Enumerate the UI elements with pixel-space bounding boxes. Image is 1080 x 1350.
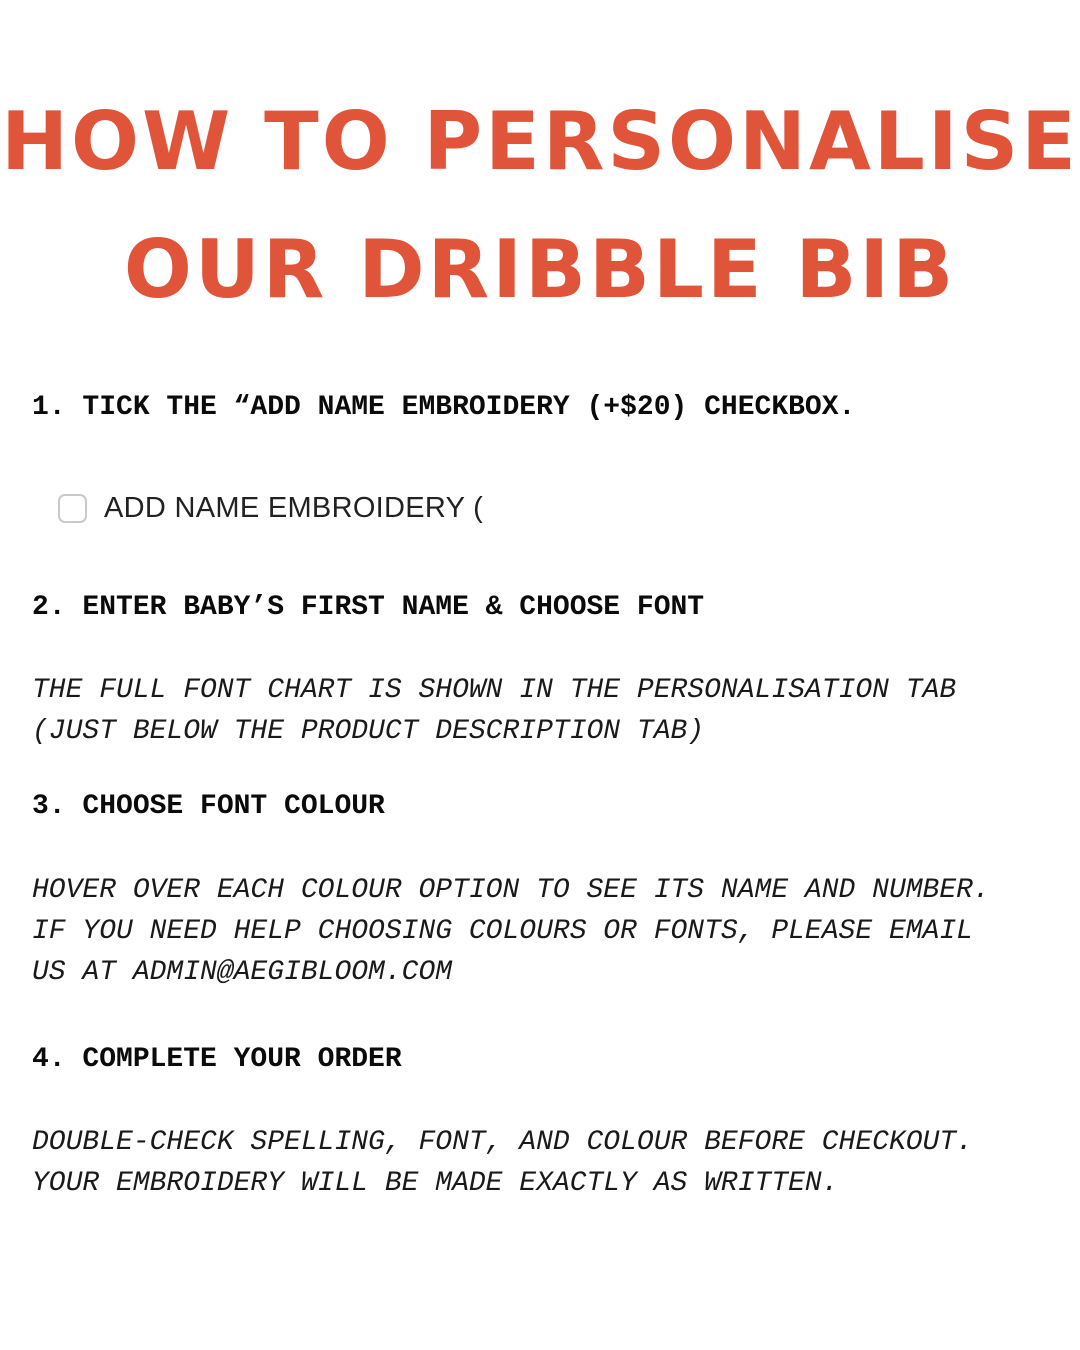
step-3-note-line-2: IF YOU NEED HELP CHOOSING COLOURS OR FONTS, PLEASE EMAIL [32, 916, 973, 947]
page-title-line-2: OUR DRIBBLE BIB [123, 223, 957, 316]
checkbox-icon[interactable] [58, 494, 87, 523]
step-3-note [32, 870, 990, 993]
step-2-note-line-1: THE FULL FONT CHART IS SHOWN IN THE PERSONALISATION TAB [32, 675, 957, 706]
step-4-heading: 4. COMPLETE YOUR ORDER [32, 1044, 402, 1075]
page-title-line-1: HOW TO PERSONALISE [1, 95, 1079, 188]
add-name-embroidery-checkbox[interactable] [58, 486, 494, 530]
step-2-note [32, 670, 956, 752]
step-4-note-line-2: YOUR EMBROIDERY WILL BE MADE EXACTLY AS WRITTEN. [32, 1168, 839, 1199]
page-title [0, 78, 1080, 334]
step-3-heading: 3. CHOOSE FONT COLOUR [32, 791, 385, 822]
step-1-heading: 1. TICK THE “ADD NAME EMBROIDERY (+$20) CHECKBOX. [32, 392, 856, 423]
step-2-heading: 2. ENTER BABY’S FIRST NAME & CHOOSE FONT [32, 592, 705, 623]
step-2-note-line-2: (JUST BELOW THE PRODUCT DESCRIPTION TAB) [32, 716, 705, 747]
step-3-note-line-1: HOVER OVER EACH COLOUR OPTION TO SEE ITS NAME AND NUMBER. [32, 875, 990, 906]
step-4-note [32, 1122, 973, 1204]
step-4-note-line-1: DOUBLE-CHECK SPELLING, FONT, AND COLOUR BEFORE CHECKOUT. [32, 1127, 973, 1158]
step-3-note-line-3: US AT ADMIN@AEGIBLOOM.COM [32, 957, 453, 988]
checkbox-label: ADD NAME EMBROIDERY ( [104, 491, 484, 524]
